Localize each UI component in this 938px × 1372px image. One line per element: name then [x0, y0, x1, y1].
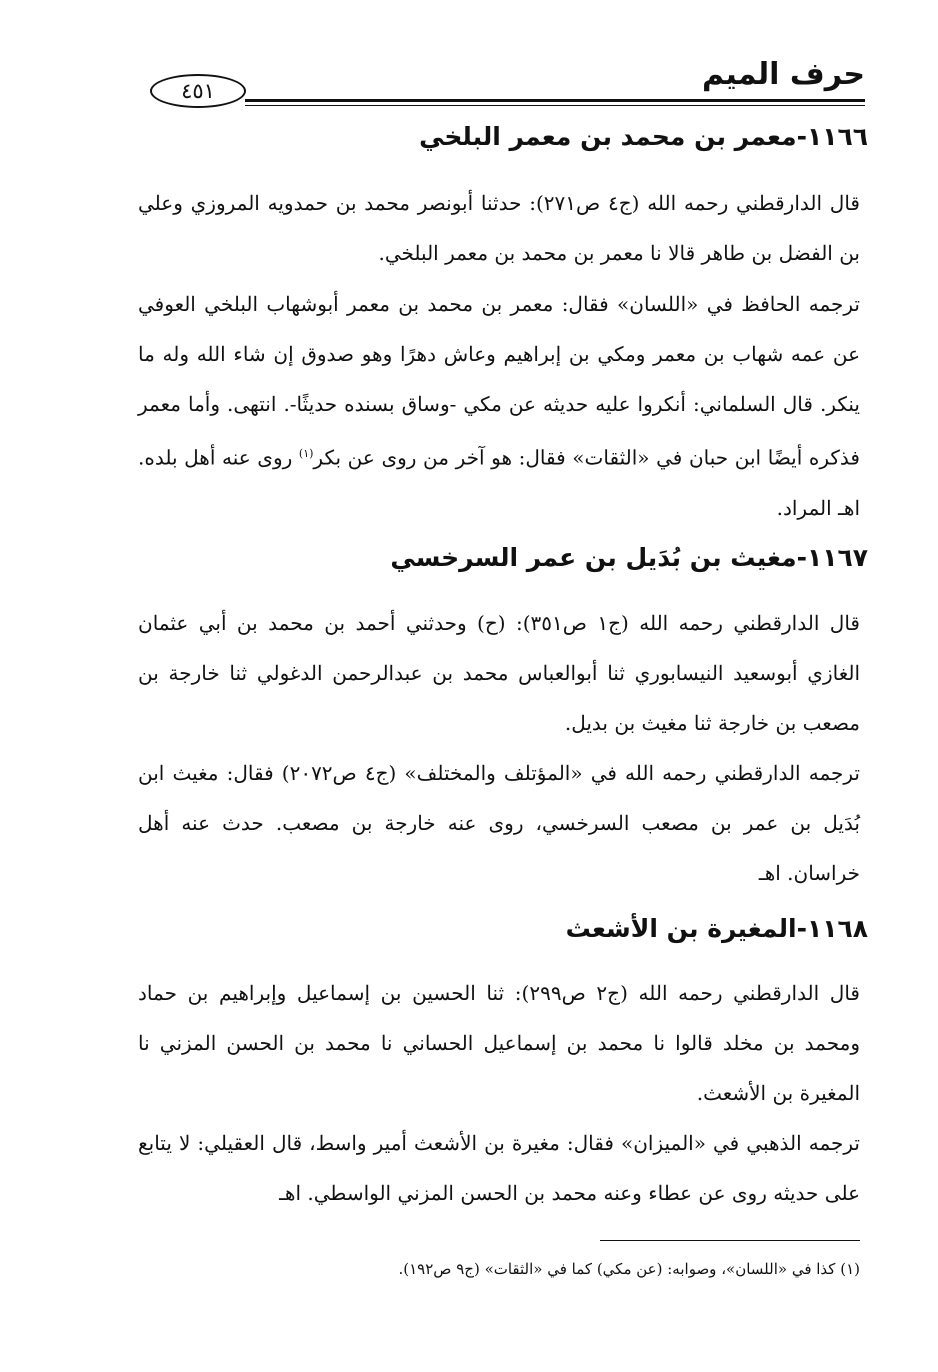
page-number: ٤٥١	[150, 74, 246, 108]
entry-1166-paragraph-2-text: ترجمه الحافظ في «اللسان» فقال: معمر بن محمد بن معمر أبوشهاب البلخي العوفي عن عمه شهاب بن معمر ومكي بن إبراهيم وعاش دهرًا وهو صدوق إن شاء الله وله ما ينكر. قال السلماني: أنكروا عليه حديثه عن مكي -وساق بسنده حديثًا-. انتهى. وأما معمر فذكره أيضًا ابن حبان في «الثقات» فقال: هو آخر من روى عن بكر	[138, 292, 860, 470]
chapter-title: حرف الميم	[701, 57, 865, 92]
entry-1168-paragraph-1: قال الدارقطني رحمه الله (ج٢ ص٢٩٩): ثنا الحسين بن إسماعيل وإبراهيم بن حماد ومحمد بن مخلد قالوا نا محمد بن إسماعيل الحساني نا محمد بن الحسن المزني نا المغيرة بن الأشعث.	[138, 981, 860, 1105]
footnote-divider	[600, 1240, 860, 1241]
entry-1166-paragraph-1: قال الدارقطني رحمه الله (ج٤ ص٢٧١): حدثنا أبونصر محمد بن حمدويه المروزي وعلي بن الفضل بن طاهر قالا نا معمر بن محمد بن معمر البلخي.	[138, 191, 860, 265]
footnote-marker: (١)	[298, 447, 314, 460]
footnote: (١) كذا في «اللسان»، وصوابه: (عن مكي) كما في «الثقات» (ج٩ ص١٩٢).	[398, 1260, 860, 1278]
entry-1166-paragraph-2	[138, 279, 860, 533]
page-header	[150, 56, 865, 106]
entry-1166-paragraph-2-end: روى عنه أهل بلده. اهـ المراد.	[138, 445, 860, 520]
header-rule-thin	[245, 105, 865, 106]
entry-1167-paragraph-1: قال الدارقطني رحمه الله (ج١ ص٣٥١): (ح) وحدثني أحمد بن محمد بن أبي عثمان الغازي أبوسعيد النيسابوري ثنا أبوالعباس محمد بن عبدالرحمن الدغولي ثنا خارجة بن مصعب بن خارجة ثنا مغيث بن بديل.	[138, 611, 860, 735]
entry-1168-paragraph-2: ترجمه الذهبي في «الميزان» فقال: مغيرة بن الأشعث أمير واسط، قال العقيلي: لا يتابع على حديثه روى عن عطاء وعنه محمد بن الحسن المزني الواسطي. اهـ	[138, 1131, 860, 1205]
entry-heading-1168: ١١٦٨-المغيرة بن الأشعث	[565, 914, 868, 943]
entry-1167-paragraph-2: ترجمه الدارقطني رحمه الله في «المؤتلف والمختلف» (ج٤ ص٢٠٧٢) فقال: مغيث ابن بُدَيل بن عمر بن مصعب السرخسي، روى عنه خارجة بن مصعب. حدث عنه أهل خراسان. اهـ	[138, 761, 860, 885]
entry-heading-1166: ١١٦٦-معمر بن محمد بن معمر البلخي	[419, 122, 868, 151]
entry-heading-1167: ١١٦٧-مغيث بن بُدَيل بن عمر السرخسي	[390, 543, 868, 572]
header-rule	[245, 99, 865, 102]
